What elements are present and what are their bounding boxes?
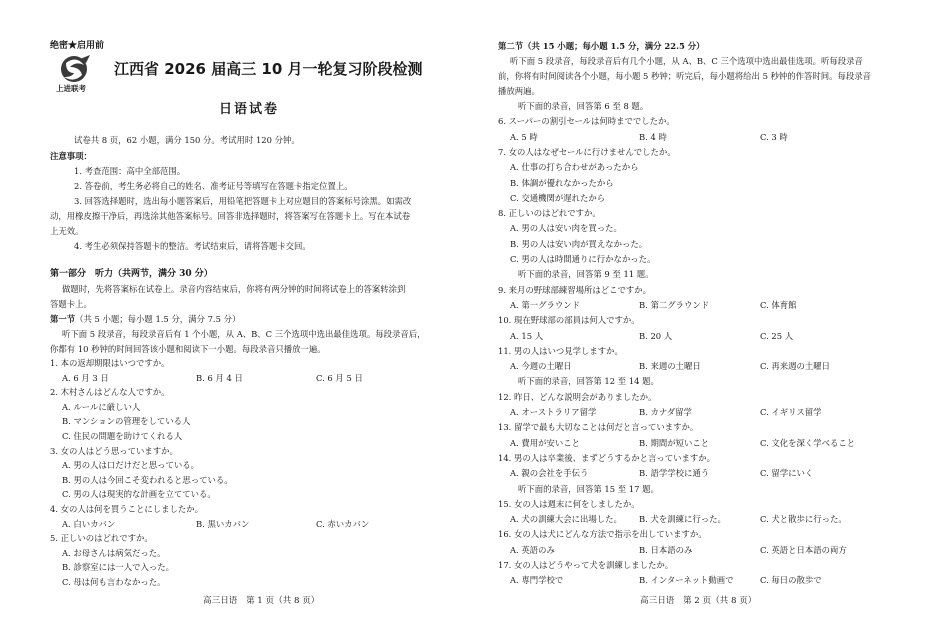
section2-title: 第二节	[498, 41, 524, 51]
option-b: B. 20 人	[639, 330, 673, 341]
option-a: A. 今週の土曜日	[510, 361, 572, 372]
section2-intro: 听下面 5 段录音，每段录音后有几个小题，从 A、B、C 三个选项中选出最佳选项。听每段录音	[510, 56, 863, 66]
notes-title: 注意事项：	[50, 151, 92, 161]
option-c: C. 留学にいく	[760, 468, 814, 479]
option-b: B. 語学学校に通う	[639, 468, 710, 479]
logo	[54, 53, 102, 95]
question-text: 7. 女の人はなぜセールに行けませんでしたか。	[498, 146, 676, 157]
exam-subtitle: 日语试卷	[219, 102, 280, 117]
option-b: B. マンションの管理をしている人	[62, 416, 191, 427]
section2-intro: 播放两遍。	[498, 86, 540, 96]
option-a: A. 男の人は安い肉を買った。	[510, 223, 622, 234]
note-item: 动，用橡皮擦干净后，再选涂其他答案标号。回答非选择题时，将答案写在答题卡上。写在本试卷	[50, 211, 411, 221]
option-a: A. 仕事の打ち合わせがあったから	[510, 162, 639, 173]
section1-heading	[50, 315, 240, 323]
footer-right: 高三日语 第 2 页（共 8 页）	[640, 596, 757, 606]
option-b: B. 期間が短いこと	[639, 437, 710, 448]
option-a: A. 犬の訓練大会に出場した。	[510, 514, 622, 525]
option-c: C. 6 月 5 日	[316, 372, 363, 383]
section2-note: （共 15 小题；每小题 1.5 分，满分 22.5 分）	[523, 41, 705, 51]
option-c: C. 再来週の土曜日	[760, 361, 831, 372]
question-text: 17. 女の人はどうやって犬を訓練しましたか。	[498, 560, 674, 570]
option-c: C. 交通機関が遅れたから	[510, 192, 606, 203]
section2-intro: 前，你将有时间阅读各个小题，每小题 5 秒钟；听完后，每小题将给出 5 秒钟的作答时间。每段录音	[498, 71, 872, 81]
option-c: C. 赤いカバン	[316, 518, 370, 529]
question-text: 15. 女の人は週末に何をしましたか。	[498, 498, 640, 509]
question-text: 5. 正しいのはどれですか。	[50, 533, 153, 544]
option-a: A. 6 月 3 日	[62, 372, 109, 383]
option-b: B. 4 時	[639, 131, 667, 142]
option-c: C. 犬と散歩に行った。	[760, 514, 847, 525]
exam-title: 江西省 2026 届高三 10 月一轮复习阶段检测	[114, 60, 423, 78]
option-b: B. 6 月 4 日	[196, 372, 243, 383]
option-a: A. 第一グラウンド	[510, 299, 580, 310]
option-a: A. 男の人は口だけだと思っている。	[62, 460, 199, 471]
option-c: C. 25 人	[760, 330, 794, 341]
question-text: 10. 現在野球部の部員は何人ですか。	[498, 315, 640, 326]
option-b: B. 男の人は今回こそ変われると思っている。	[62, 474, 233, 485]
option-b: B. 犬を訓練に行った。	[639, 514, 726, 525]
option-b: B. 診察室には一人で入った。	[62, 562, 174, 573]
question-text: 11. 男の人はいつ見学しますか。	[498, 345, 623, 356]
question-text: 8. 正しいのはどれですか。	[498, 208, 601, 219]
question-text: 1. 本の返却期限はいつですか。	[50, 358, 170, 368]
option-a: A. オーストラリア留学	[510, 407, 597, 417]
part1-intro: 做题时，先将答案标在试卷上。录音内容结束后，你将有两分钟的时间将试卷上的答案转涂到	[62, 284, 406, 294]
section-lead: 听下面的录音，回答第 12 至 14 题。	[518, 376, 659, 387]
option-c: C. 体育館	[760, 299, 797, 310]
section1-title: 第一节	[50, 314, 76, 324]
secret-label: 绝密★启用前	[50, 41, 105, 51]
option-a: A. お母さんは病気だった。	[62, 547, 166, 558]
section1-note: （共 5 小题；每小题 1.5 分，满分 7.5 分）	[75, 314, 241, 324]
section2-heading	[498, 42, 705, 50]
option-c: C. 男の人は現実的な計画を立てている。	[62, 489, 216, 500]
question-text: 13. 留学で最も大切なことは何だと言っていますか。	[498, 422, 699, 433]
logo-caption: 上进联考	[56, 84, 86, 93]
option-a: A. 英語のみ	[510, 544, 555, 555]
section-lead: 听下面的录音，回答第 6 至 8 题。	[518, 101, 649, 111]
question-text: 12. 昨日、どんな説明会がありましたか。	[498, 391, 657, 402]
section-lead: 听下面的录音，回答第 15 至 17 题。	[518, 483, 659, 494]
option-b: B. 日本語のみ	[639, 544, 693, 555]
option-c: C. 毎日の散歩で	[760, 575, 822, 586]
option-b: B. 第二グラウンド	[639, 299, 710, 310]
section1-intro: 你都有 10 秒钟的时间回答该小题和阅读下一小题。每段录音只播放一遍。	[50, 344, 326, 354]
note-item: 上无效。	[50, 226, 84, 236]
option-a: A. 費用が安いこと	[510, 437, 580, 448]
exam-info: 试卷共 8 页，62 小题，满分 150 分。考试用时 120 分钟。	[74, 135, 300, 145]
option-c: C. 英語と日本語の両方	[760, 544, 847, 555]
note-item: 4. 考生必须保持答题卡的整洁。考试结束后，请将答题卡交回。	[74, 241, 311, 251]
option-c: C. 母は何も言わなかった。	[62, 577, 166, 587]
footer-left: 高三日语 第 1 页（共 8 页）	[203, 596, 320, 606]
question-text: 4. 女の人は何を買うことにしましたか。	[50, 504, 204, 514]
option-b: B. 男の人は安い肉が買えなかった。	[510, 238, 648, 249]
option-c: C. 男の人は時間通りに行かなかった。	[510, 254, 656, 264]
question-text: 16. 女の人は犬にどんな方法で指示を出していますか。	[498, 529, 707, 540]
option-c: C. 住民の問題を助けてくれる人	[62, 431, 183, 441]
question-text: 9. 来月の野球部練習場所はどこですか。	[498, 284, 652, 295]
part1-heading: 第一部分 听力（共两节，满分 30 分）	[50, 269, 213, 279]
option-b: B. 黒いカバン	[196, 518, 250, 529]
option-a: A. 15 人	[510, 330, 544, 341]
option-a: A. ルールに厳しい人	[62, 401, 141, 412]
question-text: 6. スーパーの割引セールは何時まででしたか。	[498, 116, 675, 127]
option-c: C. イギリス留学	[760, 407, 822, 417]
option-c: C. 3 時	[760, 131, 788, 142]
section1-intro: 听下面 5 段录音，每段录音后有 1 个小题，从 A、B、C 三个选项中选出最佳选项。每段录音后，	[62, 329, 426, 339]
section-lead: 听下面的录音，回答第 9 至 11 题。	[518, 269, 654, 280]
note-item: 2. 答卷前，考生务必将自己的姓名、准考证号等填写在答题卡指定位置上。	[74, 181, 353, 191]
option-a: A. 専門学校で	[510, 575, 564, 586]
option-b: B. 体調が優れなかったから	[510, 177, 614, 188]
option-c: C. 文化を深く学べること	[760, 437, 856, 448]
question-text: 14. 男の人は卒業後、まずどうするかと言っていますか。	[498, 452, 715, 463]
note-item: 3. 回答选择题时，选出每小题答案后，用铅笔把答题卡上对应题目的答案标号涂黑。如需改	[74, 196, 412, 206]
option-b: B. 来週の土曜日	[639, 361, 701, 372]
question-text: 2. 木村さんはどんな人ですか。	[50, 387, 170, 398]
option-a: A. 5 時	[510, 131, 538, 142]
question-text: 3. 女の人はどう思っていますか。	[50, 445, 178, 456]
part1-intro: 答题卡上。	[50, 299, 92, 309]
option-a: A. 白いカバン	[62, 518, 116, 529]
note-item: 1. 考查范围：高中全部范围。	[74, 166, 186, 176]
option-b: B. カナダ留学	[639, 407, 692, 417]
option-b: B. インターネット動画で	[639, 575, 734, 586]
option-a: A. 親の会社を手伝う	[510, 468, 589, 479]
